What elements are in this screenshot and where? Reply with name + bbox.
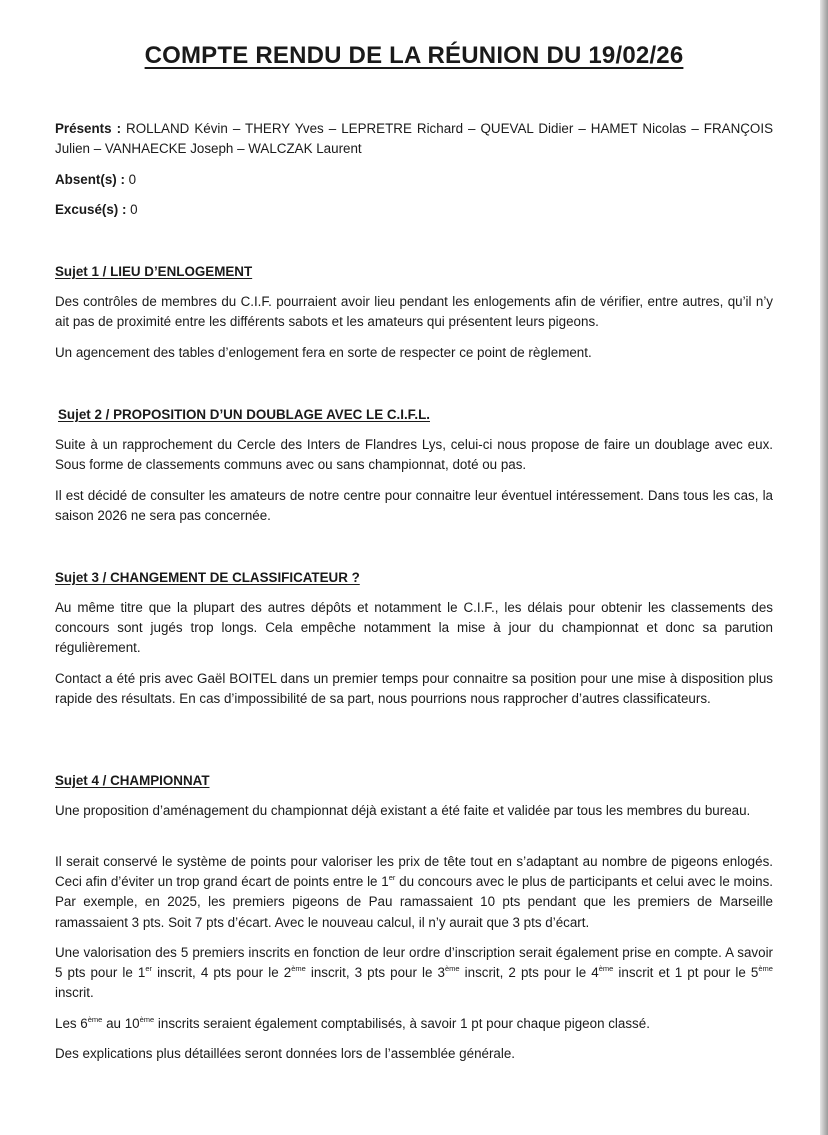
sujet4-paragraph-3 xyxy=(55,943,773,1004)
sujet4-p3-part-c: inscrit, 3 pts pour le 3 xyxy=(305,965,445,981)
sujet3-heading: Sujet 3 / CHANGEMENT DE CLASSIFICATEUR ? xyxy=(55,570,360,585)
sujet4-paragraph-4 xyxy=(55,1014,773,1034)
sujet4-p3-part-b: inscrit, 4 pts pour le 2 xyxy=(152,965,292,981)
page-edge-shadow xyxy=(820,0,828,1135)
sujet4-paragraph-1 xyxy=(55,801,773,821)
sujet1-paragraph-2 xyxy=(55,343,773,363)
excused-value: 0 xyxy=(126,202,138,217)
sujet4-p2-part-b: du concours avec le plus de participants et celui avec le moins. Par exemple, en 2025, les premiers pigeons de Pau ramassaient 10 pts pendant que les premiers de Marseille ramassaient 3 pts. Soit 7 pts d’écart. Avec le nouveau calcul, il n’y aurait que 3 pts d’écart. xyxy=(55,874,773,930)
sujet4-p3-part-a: Une valorisation des 5 premiers inscrits en fonction de leur ordre d’inscription serait également prise en compte. A savoir 5 pts pour le 1 xyxy=(55,945,773,981)
sujet2-heading-block xyxy=(58,405,776,425)
document-title: COMPTE RENDU DE LA RÉUNION DU 19/02/26 xyxy=(144,42,684,69)
sujet4-p3-part-e: inscrit et 1 pt pour le 5 xyxy=(613,965,759,981)
sujet4-p3-part-d: inscrit, 2 pts pour le 4 xyxy=(459,965,599,981)
sujet1-heading: Sujet 1 / LIEU D’ENLOGEMENT xyxy=(55,264,253,279)
sujet2-paragraph-1 xyxy=(55,435,773,475)
attendance-absent xyxy=(55,170,773,190)
sujet3-heading-block xyxy=(55,568,773,588)
sujet4-paragraph-2 xyxy=(55,852,773,933)
sujet4-paragraph-5 xyxy=(55,1044,773,1064)
sujet2-heading: Sujet 2 / PROPOSITION D’UN DOUBLAGE AVEC LE C.I.F.L. xyxy=(58,407,430,422)
sujet4-p4-part-b: au 10 xyxy=(102,1016,140,1031)
superscript: ème xyxy=(291,964,306,974)
superscript: er xyxy=(388,873,396,883)
absent-value: 0 xyxy=(124,172,137,187)
sujet2-p2: Il est décidé de consulter les amateurs de notre centre pour connaitre leur éventuel intéressement. Dans tous les cas, la saison 2026 ne sera pas concernée. xyxy=(55,488,773,524)
sujet1-heading-block xyxy=(55,262,773,282)
sujet1-p2: Un agencement des tables d’enlogement fera en sorte de respecter ce point de règlement. xyxy=(55,345,592,360)
sujet3-p2: Contact a été pris avec Gaël BOITEL dans un premier temps pour connaitre sa position pour une mise à disposition plus rapide des résultats. En cas d’impossibilité de sa part, nous pourrions nous rapprocher d’autres classificateurs. xyxy=(55,671,773,707)
sujet4-p5: Des explications plus détaillées seront données lors de l’assemblée générale. xyxy=(55,1046,516,1061)
absent-label: Absent(s) : xyxy=(55,172,125,187)
present-names: ROLLAND Kévin – THERY Yves – LEPRETRE Richard – QUEVAL Didier – HAMET Nicolas – FRANÇOIS Julien – VANHAECKE Joseph – WALCZAK Laurent xyxy=(55,121,773,157)
sujet4-p4-part-a: Les 6 xyxy=(55,1016,88,1031)
present-label: Présents : xyxy=(55,121,122,136)
superscript: ème xyxy=(444,964,460,974)
sujet1-p1: Des contrôles de membres du C.I.F. pourraient avoir lieu pendant les enlogements afin de vérifier, entre autres, qu’il n’y ait pas de proximité entre les différents sabots et les amateurs qui présentent leurs pigeons. xyxy=(55,294,773,330)
superscript: ème xyxy=(758,964,773,974)
sujet4-p1: Une proposition d’aménagement du championnat déjà existant a été faite et validée par tous les membres du bureau. xyxy=(55,803,751,818)
sujet3-paragraph-1 xyxy=(55,598,773,659)
sujet4-p2-part-a: Il serait conservé le système de points pour valoriser les prix de tête tout en s’adaptant au nombre de pigeons enlogés. Ceci afin d’éviter un trop grand écart de points entre le 1 xyxy=(55,854,773,890)
sujet3-paragraph-2 xyxy=(55,669,773,709)
sujet3-p1: Au même titre que la plupart des autres dépôts et notamment le C.I.F., les délais pour obtenir les classements des concours sont jugés trop longs. Cela empêche notamment la mise à jour du championnat et donc sa parution régulièrement. xyxy=(55,600,773,656)
superscript: ème xyxy=(598,964,614,974)
superscript: ème xyxy=(139,1015,155,1024)
sujet2-p1: Suite à un rapprochement du Cercle des Inters de Flandres Lys, celui-ci nous propose de faire un doublage avec eux. Sous forme de classements communs avec ou sans championnat, doté ou pas. xyxy=(55,437,773,473)
sujet4-heading: Sujet 4 / CHAMPIONNAT xyxy=(55,773,210,788)
attendance-present xyxy=(55,119,773,159)
attendance-excused xyxy=(55,200,773,220)
sujet4-heading-block xyxy=(55,771,773,791)
sujet2-paragraph-2 xyxy=(55,486,773,526)
sujet4-p3-part-f: inscrit. xyxy=(55,985,94,1001)
sujet1-paragraph-1 xyxy=(55,292,773,332)
sujet4-p4-part-c: inscrits seraient également comptabilisés, à savoir 1 pt pour chaque pigeon classé. xyxy=(154,1016,650,1031)
superscript: ème xyxy=(87,1015,103,1024)
superscript: er xyxy=(145,964,152,974)
excused-label: Excusé(s) : xyxy=(55,202,127,217)
